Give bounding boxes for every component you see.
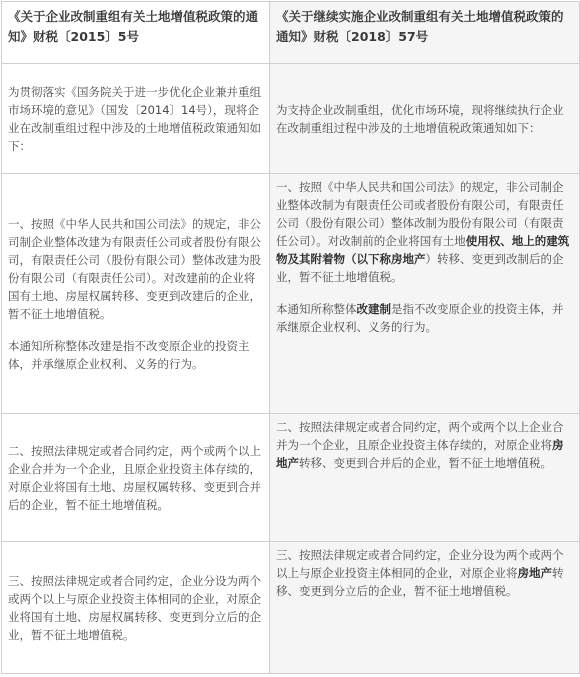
article-1-2018-para-1 (276, 178, 573, 286)
article-2-2015 (2, 414, 270, 542)
preamble-2015-text: 为贯彻落实《国务院关于进一步优化企业兼并重组市场环境的意见》（国发〔2014〕14号），现将企业在改制重组过程中涉及的土地增值税政策通知如下： (8, 84, 261, 153)
article-1-2015-para-2: 本通知所称整体改建是指不改变原企业的投资主体，并承继原企业权利、义务的行为。 (8, 338, 250, 371)
article-1-2018-text-a: 一、按照《中华人民共和国公司法》的规定，非公司制企业整体改制为有限责任公司或者股份有限公司，有限责任公司（股份有限公司）整体改制为股份有限公司（有限责任公司）。对改制前的企业将国有土地 (276, 180, 564, 248)
article-3-2018-text (276, 546, 573, 600)
article-3-2018 (270, 542, 580, 674)
article-3-2018-text-c: 转移、变更到分立后的企业，暂不征土地增值税。 (276, 566, 564, 598)
article-2-2018 (270, 414, 580, 542)
article-1-2018-text-c: ）转移、变更到改制后的企业，暂不征土地增值税。 (276, 252, 564, 284)
article-1-2018-p2-a: 本通知所称整体 (276, 302, 357, 316)
article-1-2018-p2-c: 是指不改变原企业的投资主体，并承继原企业权利、义务的行为。 (276, 302, 564, 334)
header-2018-policy: 《关于继续实施企业改制重组有关土地增值税政策的通知》财税〔2018〕57号 (270, 2, 580, 64)
preamble-2015 (2, 64, 270, 174)
preamble-2018-text: 为支持企业改制重组，优化市场环境，现将继续执行企业在改制重组过程中涉及的土地增值税政策通知如下： (276, 102, 564, 135)
article-3-2015-text: 三、按照法律规定或者合同约定，企业分设为两个或两个以上与原企业投资主体相同的企业，对原企业将国有土地、房屋权属转移、变更到分立后的企业，暂不征土地增值税。 (8, 573, 261, 642)
table-row-preamble (2, 64, 580, 174)
policy-comparison-table (1, 1, 580, 674)
article-2-2018-text (276, 418, 573, 472)
article-2-2018-highlight: 房地产 (276, 438, 564, 470)
article-1-2015-para-1: 一、按照《中华人民共和国公司法》的规定，非公司制企业整体改建为有限责任公司或者股份有限公司，有限责任公司（股份有限公司）整体改建为股份有限公司（有限责任公司）。对改建前的企业将国有土地、房屋权属转移、变更到改建后的企业，暂不征土地增值税。 (8, 216, 261, 321)
table-row-article-2 (2, 414, 580, 542)
article-2-2015-text: 二、按照法律规定或者合同约定，两个或两个以上企业合并为一个企业，且原企业投资主体存续的，对原企业将国有土地、房屋权属转移、变更到合并后的企业，暂不征土地增值税。 (8, 443, 261, 512)
article-1-2018-para-2 (276, 300, 573, 336)
header-row (2, 2, 580, 64)
article-1-2018 (270, 174, 580, 414)
article-1-2018-p2-highlight: 改建制 (356, 302, 391, 316)
table-row-article-1 (2, 174, 580, 414)
article-3-2015 (2, 542, 270, 674)
article-3-2018-highlight: 房地产 (517, 566, 552, 580)
article-1-2015 (2, 174, 270, 414)
article-1-2018-highlight: 使用权、地上的建筑物及其附着物（以下称房地产 (276, 234, 570, 266)
article-2-2018-text-c: 转移、变更到合并后的企业，暂不征土地增值税。 (299, 456, 552, 470)
preamble-2018 (270, 64, 580, 174)
header-2015-policy: 《关于企业改制重组有关土地增值税政策的通知》财税〔2015〕5号 (2, 2, 270, 64)
table-row-article-3 (2, 542, 580, 674)
article-3-2018-text-a: 三、按照法律规定或者合同约定，企业分设为两个或两个以上与原企业投资主体相同的企业，对原企业将 (276, 548, 564, 580)
article-2-2018-text-a: 二、按照法律规定或者合同约定，两个或两个以上企业合并为一个企业，且原企业投资主体存续的，对原企业将 (276, 420, 564, 452)
